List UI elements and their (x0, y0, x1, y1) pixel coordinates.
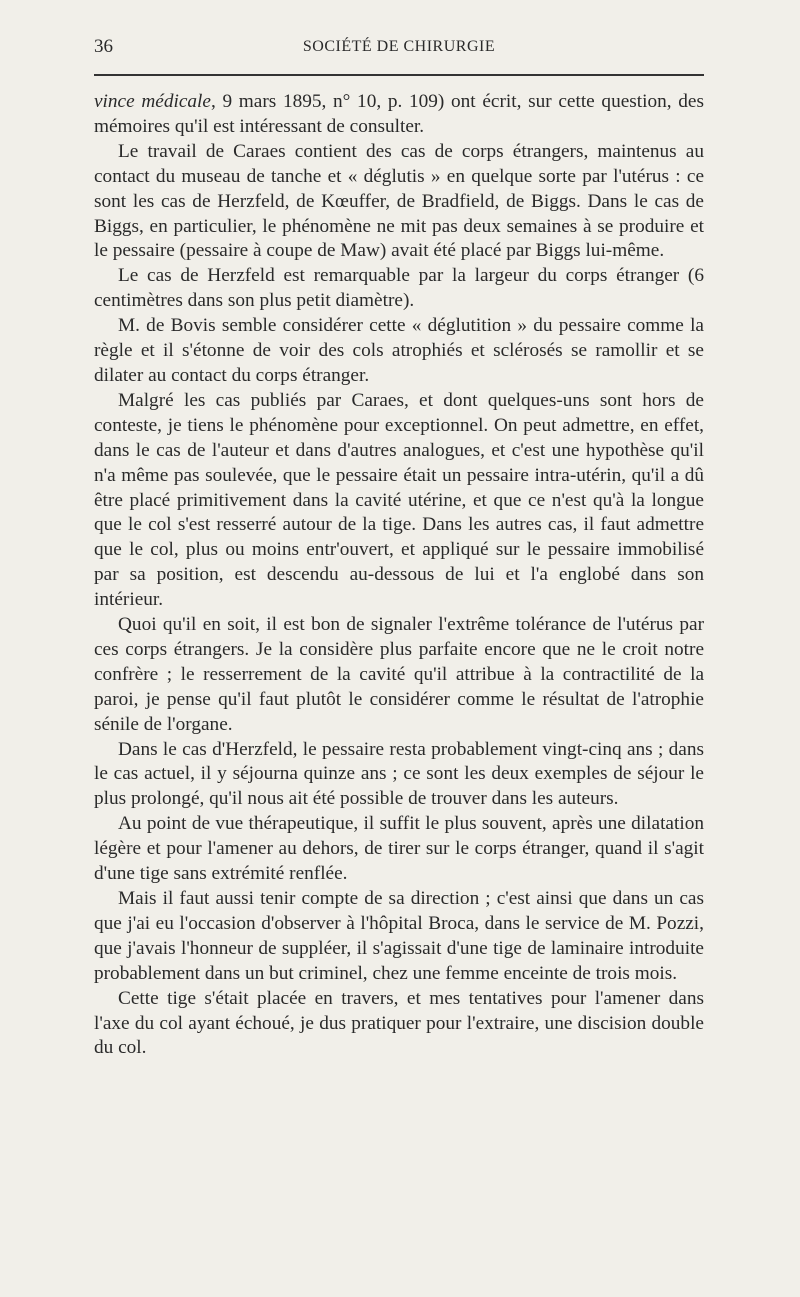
paragraph-9: Mais il faut aussi tenir compte de sa direction ; c'est ainsi que dans un cas que j'ai eu l'occasion d'observer à l'hôpital Broca, dans le service de M. Pozzi, que j'avais l'honneur de suppléer, il s'agissait d'une tige de laminaire introduite probablement dans un but criminel, chez une femme enceinte de trois mois. (94, 888, 704, 984)
paragraph-4: M. de Bovis semble considérer cette « déglutition » du pessaire comme la règle et il s'étonne de voir des cols atrophiés et sclérosés se ramollir et se dilater au contact du corps étranger. (94, 315, 704, 386)
paragraph-6: Quoi qu'il en soit, il est bon de signaler l'extrême tolérance de l'utérus par ces corps étrangers. Je la considère plus parfaite encore que ne le croit notre confrère ; le resserrement de la cavité qu'il attribue à la contractilité de la paroi, je pense qu'il faut plutôt le considérer comme le résultat de l'atrophie sénile de l'organe. (94, 614, 704, 735)
paragraph-1-text: , 9 mars 1895, n° 10, p. 109) ont écrit, sur cette question, des mémoires qu'il est intéressant de consulter. (94, 91, 704, 137)
paragraph-1 (94, 90, 704, 140)
book-page (94, 30, 704, 1061)
paragraph-1-italic-lead: vince médicale (94, 91, 211, 112)
paragraph-5: Malgré les cas publiés par Caraes, et dont quelques-uns sont hors de conteste, je tiens le phénomène pour exceptionnel. On peut admettre, en effet, dans le cas de l'auteur et dans d'autres analogues, et c'est une hypothèse qu'il n'a même pas soulevée, que le pessaire était un pessaire intra-utérin, qu'il a dû être placé primitivement dans la cavité utérine, et que ce n'est qu'à la longue que le col s'est resserré autour de la tige. Dans les autres cas, il faut admettre que le col, plus ou moins entr'ouvert, et appliqué sur le pessaire immobilisé par sa position, est descendu au-dessous de lui et l'a englobé dans son intérieur. (94, 389, 704, 611)
paragraph-2: Le travail de Caraes contient des cas de corps étrangers, maintenus au contact du museau de tanche et « déglutis » en quelque sorte par l'utérus : ce sont les cas de Herzfeld, de Kœuffer, de Bradfield, de Biggs. Dans le cas de Biggs, en particulier, le phénomène ne mit pas deux semaines à se produire et le pessaire (pessaire à coupe de Maw) avait été placé par Biggs lui-même. (94, 140, 704, 262)
page-header (94, 30, 704, 60)
body-text (94, 90, 704, 1061)
page-number: 36 (94, 36, 113, 57)
paragraph-3: Le cas de Herzfeld est remarquable par la largeur du corps étranger (6 centimètres dans son plus petit diamètre). (94, 265, 704, 312)
paragraph-8: Au point de vue thérapeutique, il suffit le plus souvent, après une dilatation légère et pour l'amener au dehors, de tirer sur le corps étranger, quand il s'agit d'une tige sans extrémité renflée. (94, 813, 704, 885)
running-title: SOCIÉTÉ DE CHIRURGIE (302, 38, 496, 55)
header-rule (94, 74, 704, 76)
paragraph-10: Cette tige s'était placée en travers, et mes tentatives pour l'amener dans l'axe du col ayant échoué, je dus pratiquer pour l'extraire, une discision double du col. (94, 987, 704, 1059)
paragraph-7: Dans le cas d'Herzfeld, le pessaire resta probablement vingt-cinq ans ; dans le cas actuel, il y séjourna quinze ans ; ce sont les deux exemples de séjour le plus prolongé, qu'il nous ait été possible de trouver dans les auteurs. (94, 738, 704, 810)
